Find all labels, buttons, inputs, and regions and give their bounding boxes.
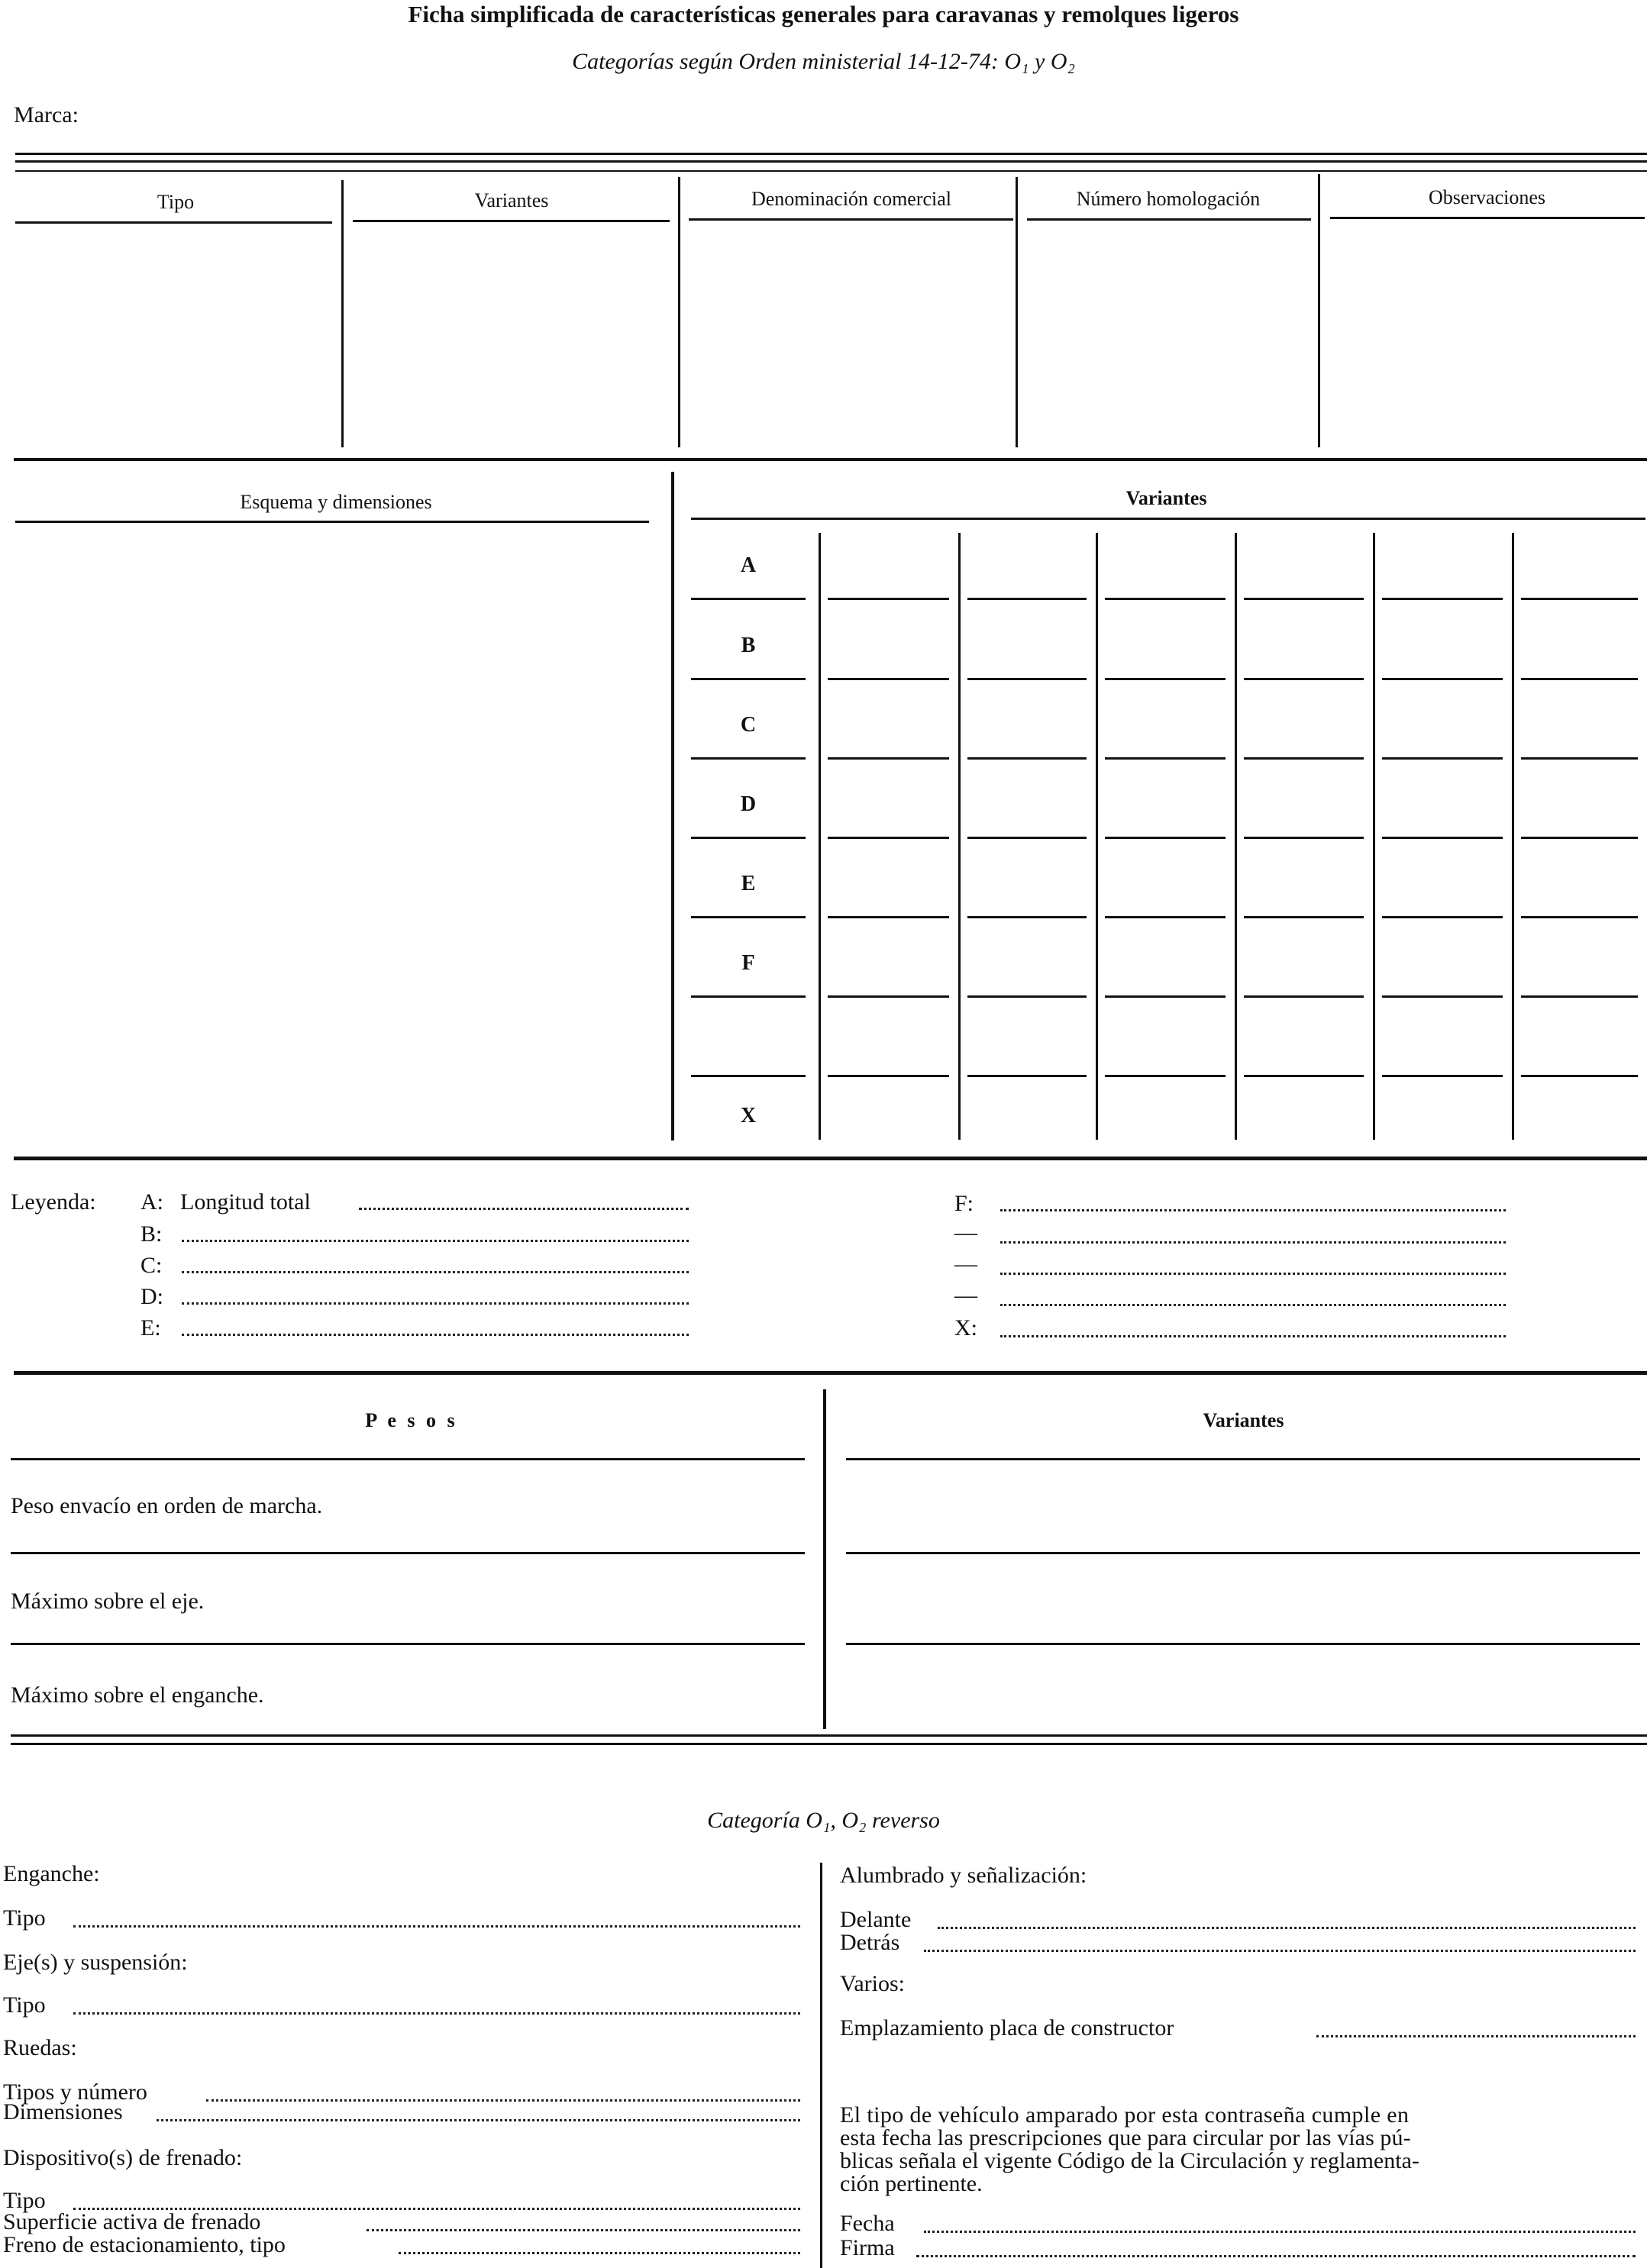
legend-fill-line [182,1334,689,1336]
variant-column-divider [1235,533,1237,1140]
variant-row-line [691,678,806,680]
col-header-observaciones: Observaciones [1428,186,1546,208]
variant-cell-line [1105,916,1226,918]
variant-column-divider [1373,533,1375,1140]
detras-line [924,1950,1636,1952]
legend-key: — [954,1251,977,1276]
scheme-title: Esquema y dimensiones [240,491,432,513]
col-divider [678,177,680,447]
col-header-variantes: Variantes [474,189,549,211]
variant-cell-line [828,995,949,998]
fecha-line [924,2231,1636,2233]
variant-cell-line [1105,757,1226,760]
variant-cell-line [828,757,949,760]
variant-cell-line [1244,598,1364,600]
form-subtitle: Categorías según Orden ministerial 14-12-74: O₁ y O₂ [572,49,1075,74]
delante-line [938,1927,1636,1929]
variant-cell-line [1105,995,1226,998]
variant-cell-line [967,995,1087,998]
firma-line [916,2255,1636,2257]
variant-column-divider [819,533,821,1140]
variant-cell-line [1244,1075,1364,1077]
tipos-numero-label: Tipos y número [3,2079,147,2105]
variant-cell-line [1382,995,1503,998]
legend-key: C: [140,1253,163,1278]
col-underline [353,220,670,222]
header-rule [15,153,1647,155]
superficie-line [367,2229,800,2231]
col-divider [1318,174,1320,447]
weights-row-line [11,1643,805,1645]
freno-estacionamiento-label: Freno de estacionamiento, tipo [3,2232,286,2257]
dimensiones-line [157,2119,800,2121]
legend-fill-line [1000,1241,1506,1244]
variant-cell-line [1105,678,1226,680]
variant-cell-line [828,678,949,680]
variant-column-divider [1512,533,1514,1140]
variant-cell-line [1382,598,1503,600]
declaration-line: esta fecha las prescripciones que para circular por las vías pú- [840,2125,1411,2150]
header-rule [15,160,1647,163]
variant-cell-line [1382,678,1503,680]
variant-row-line [691,757,806,760]
col-underline [689,218,1013,221]
declaration-line: blicas señala el vigente Código de la Circulación y reglamenta- [840,2148,1419,2173]
enganche-heading: Enganche: [3,1861,100,1886]
legend-key: A: [140,1189,163,1215]
variant-cell-line [1244,916,1364,918]
legend-key: E: [140,1315,161,1340]
enganche-tipo-label: Tipo [3,1905,46,1931]
legend-fill-line [182,1271,689,1273]
col-header-tipo: Tipo [157,191,195,213]
variant-row-label: D [740,792,757,816]
col-underline [15,221,332,224]
col-divider [341,180,344,447]
variant-cell-line [1521,1075,1638,1077]
variant-cell-line [1521,995,1638,998]
variant-cell-line [1521,757,1638,760]
variant-cell-line [1382,757,1503,760]
weights-row-line [11,1552,805,1554]
alumbrado-heading: Alumbrado y señalización: [840,1863,1087,1888]
variant-cell-line [828,916,949,918]
variant-row-label: F [741,951,755,975]
legend-fill-line [1000,1209,1506,1211]
scheme-title-underline [15,521,649,523]
legend-label: Leyenda: [11,1189,96,1215]
variant-column-divider [958,533,961,1140]
variant-cell-line [1521,916,1638,918]
dispositivos-heading: Dispositivo(s) de frenado: [3,2145,243,2170]
variant-cell-line [1105,1075,1226,1077]
col-divider [1016,177,1018,447]
variant-cell-line [1244,837,1364,839]
legend-fill-line [1000,1273,1506,1275]
variant-row-label: E [741,872,756,895]
variant-cell-line [967,757,1087,760]
variant-cell-line [1105,598,1226,600]
scheme-divider [671,472,674,1140]
variant-cell-line [1521,837,1638,839]
tipos-numero-line [206,2099,800,2102]
section-rule [14,1157,1647,1160]
col-underline [1330,217,1645,219]
firma-label: Firma [840,2235,895,2260]
col-header-denominacion: Denominación comercial [751,188,952,210]
section-rule [11,1743,1647,1745]
legend-fill-line [1000,1304,1506,1306]
marca-label: Marca: [14,102,79,127]
legend-text: Longitud total [180,1189,311,1215]
legend-key: — [954,1220,977,1245]
superficie-label: Superficie activa de frenado [3,2209,261,2234]
weights-row-line [846,1643,1640,1645]
dimensiones-label: Dimensiones [3,2099,123,2124]
weights-row-label: Máximo sobre el enganche. [11,1682,264,1708]
variant-row-line [691,916,806,918]
weights-row-line [846,1458,1640,1460]
reverse-divider [820,1863,822,2268]
variant-cell-line [828,598,949,600]
legend-fill-line [1000,1335,1506,1337]
legend-key: — [954,1282,977,1308]
variants-title-underline [691,518,1645,520]
form-title: Ficha simplificada de características generales para caravanas y remolques ligeros [408,1,1239,27]
legend-key: D: [140,1284,163,1309]
emplazamiento-label: Emplazamiento placa de constructor [840,2015,1174,2041]
enganche-tipo-line [73,1925,800,1928]
weights-row-label: Máximo sobre el eje. [11,1589,205,1614]
weights-row-line [11,1458,805,1460]
ejes-tipo-label: Tipo [3,1992,46,2018]
delante-label: Delante [840,1907,912,1932]
weights-variants-title: Variantes [1203,1409,1284,1431]
variant-cell-line [967,837,1087,839]
detras-label: Detrás [840,1930,900,1955]
variants-title: Variantes [1125,487,1207,509]
variant-cell-line [1244,995,1364,998]
weights-row-line [846,1552,1640,1554]
col-underline [1027,218,1311,221]
ejes-heading: Eje(s) y suspensión: [3,1950,188,1975]
header-rule [15,170,1647,172]
variant-row-line [691,598,806,600]
legend-key: F: [954,1191,974,1216]
variant-row-label: A [740,553,757,577]
legend-key: B: [140,1221,163,1247]
variant-cell-line [1105,837,1226,839]
emplazamiento-line [1316,2035,1636,2037]
section-rule [11,1734,1647,1737]
variant-cell-line [967,916,1087,918]
variant-cell-line [967,1075,1087,1077]
variant-row-line [691,995,806,998]
legend-fill-line [182,1302,689,1305]
variant-cell-line [967,598,1087,600]
variant-row-label: X [740,1104,757,1128]
legend-fill-line [359,1208,689,1210]
variant-cell-line [1382,1075,1503,1077]
weights-title: P e s o s [365,1409,458,1431]
freno-estacionamiento-line [399,2252,800,2254]
variant-cell-line [1521,598,1638,600]
variant-cell-line [1244,757,1364,760]
fecha-label: Fecha [840,2211,895,2236]
variant-cell-line [1382,837,1503,839]
ejes-tipo-line [73,2012,800,2015]
variant-cell-line [828,837,949,839]
variant-cell-line [967,678,1087,680]
variant-row-line [691,837,806,839]
weights-row-label: Peso envacío en orden de marcha. [11,1493,323,1518]
varios-heading: Varios: [840,1971,905,1996]
variant-cell-line [828,1075,949,1077]
frenado-tipo-label: Tipo [3,2188,46,2213]
declaration-line: ción pertinente. [840,2171,983,2196]
legend-fill-line [182,1240,689,1242]
ruedas-heading: Ruedas: [3,2035,77,2060]
variant-cell-line [1382,916,1503,918]
variant-row-label: B [741,634,756,657]
reverse-title: Categoría O₁, O₂ reverso [707,1808,940,1833]
variant-row-label: C [740,713,757,737]
variant-cell-line [1521,678,1638,680]
col-header-homologacion: Número homologación [1076,188,1261,210]
legend-key: X: [954,1315,977,1340]
variant-row-line [691,1075,806,1077]
section-rule [14,458,1647,461]
weights-divider [823,1389,826,1729]
variant-column-divider [1096,533,1098,1140]
variant-cell-line [1244,678,1364,680]
declaration-line: El tipo de vehículo amparado por esta contraseña cumple en [840,2102,1410,2128]
section-rule [14,1371,1647,1375]
